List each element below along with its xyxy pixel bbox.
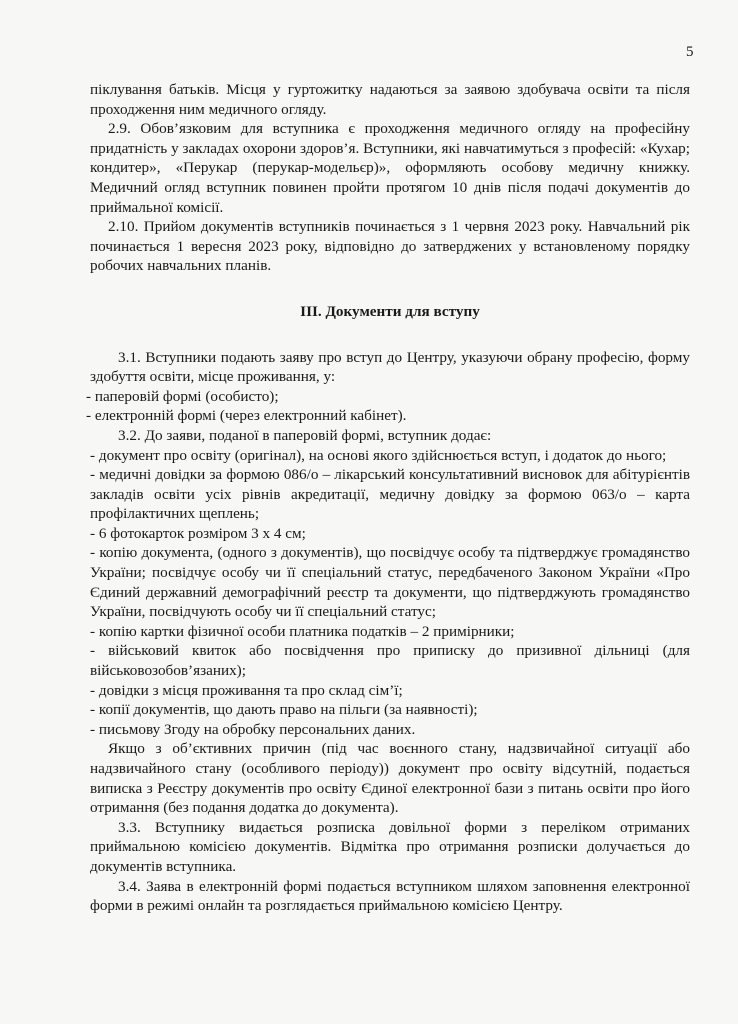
list-item-education-document: - документ про освіту (оригінал), на основі якого здійснюється вступ, і додаток до нього; [90,446,667,464]
list-item-data-consent: - письмову Згоду на обробку персональних даних. [90,720,416,738]
list-item-residence-certificate: - довідки з місця проживання та про склад сім’ї; [90,681,403,699]
paragraph-objective-reasons: Якщо з об’єктивних причин (під час воєнного стану, надзвичайної ситуації або надзвичайного стану (особливого періоду)) документ про освіту відсутній, подається виписка з Реєстру документів про освіту Єдиної електронної бази з питань освіти про його отримання (без подання додатка до документа). [90,740,690,817]
paragraph-orphan-care: піклування батьків. Місця у гуртожитку надаються за заявою здобувача освіти та після проходження ним медичного огляду. [90,81,690,118]
paragraph-3-1: 3.1. Вступники подають заяву про вступ до Центру, указуючи обрану професію, форму здобуття освіти, місце проживання, у: [90,348,690,386]
list-item-medical-certificates: - медичні довідки за формою 086/о – лікарський консультативний висновок для абітурієнтів закладів освіти усіх рівнів акредитації, медичну довідку за формою 063/о – карта профілактичних щеплень; [90,466,690,523]
paragraph-3-4: 3.4. Заява в електронній формі подається вступником шляхом заповнення електронної форми в режимі онлайн та розглядається приймальною комісією Центру. [90,877,690,915]
paragraph-2-9: 2.9. Обов’язковим для вступника є проходження медичного огляду на професійну придатність у закладах охорони здоров’я. Вступники, які навчатимуться з професій: «Кухар; кондитер», «Перукар (перукар-модельєр)», оформляють особову медичну книжку. Медичний огляд вступник повинен пройти протягом 10 днів після подачі документів до приймальної комісії. [90,120,690,216]
paragraph-3-3: 3.3. Вступнику видається розписка довільної форми з переліком отриманих приймальною комісією документів. Відмітка про отримання розписки долучається до документів вступника. [90,818,690,875]
list-item-electronic-form: - електронній формі (через електронний кабінет). [86,407,407,425]
list-item-paper-form: - паперовій формі (особисто); [86,387,279,405]
list-item-tax-card: - копію картки фізичної особи платника податків – 2 примірники; [90,622,515,640]
list-item-military-id: - військовий квиток або посвідчення про приписку до призивної дільниці (для військовозобов’язаних); [90,642,690,680]
paragraph-3-2: 3.2. До заяви, поданої в паперовій формі, вступник додає: [118,426,492,444]
paragraph-2-10: 2.10. Прийом документів вступників починається з 1 червня 2023 року. Навчальний рік починається 1 вересня 2023 року, відповідно до затверджених у встановленому порядку робочих навчальних планів. [90,218,690,275]
list-item-photos: - 6 фотокарток розміром 3 х 4 см; [90,524,306,542]
list-item-identity-document: - копію документа, (одного з документів), що посвідчує особу та підтверджує громадянство України; посвідчує особу чи її спеціальний статус, передбаченого Законом України «Про Єдиний державний демографічний реєстр та документи, що підтверджують громадянство України, посвідчують особу чи її спеціальний статус; [90,544,690,621]
document-body [86,80,690,916]
page-number: 5 [686,44,694,60]
list-item-benefits-documents: - копії документів, що дають право на пільги (за наявності); [90,701,478,719]
section-heading: ІІІ. Документи для вступу [300,302,480,320]
